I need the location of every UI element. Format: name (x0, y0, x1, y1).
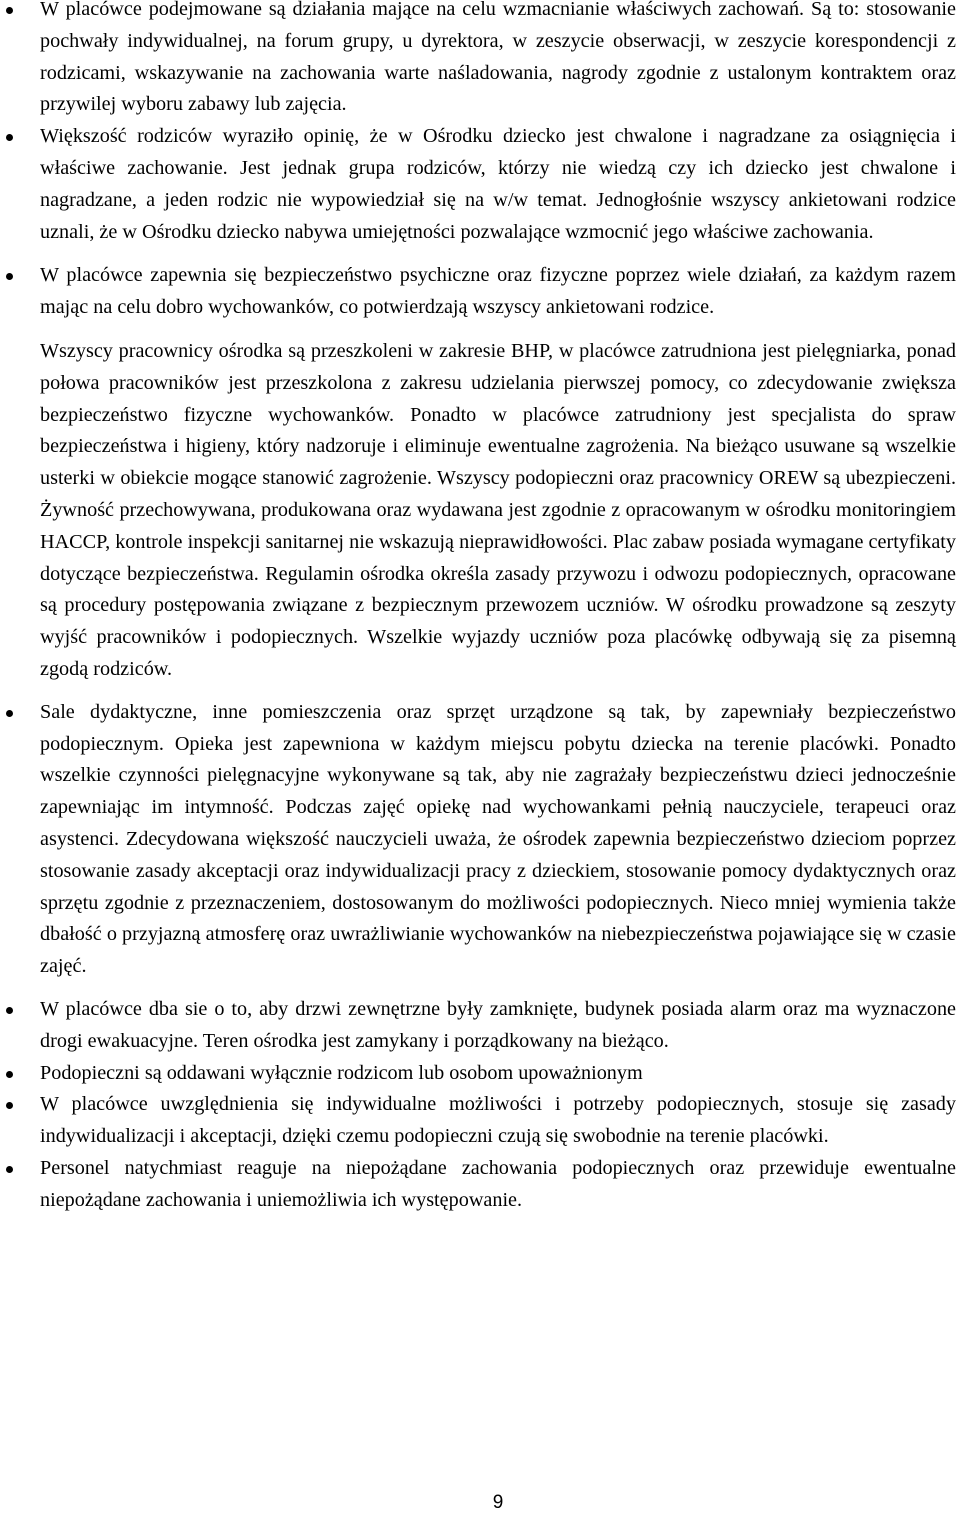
bullet-paragraph: Podopieczni są oddawani wyłącznie rodzicom lub osobom upoważnionym (40, 1058, 956, 1090)
bullet-paragraph: W placówce zapewnia się bezpieczeństwo psychiczne oraz fizyczne poprzez wiele działań, za każdym razem mając na celu dobro wychowanków, co potwierdzają wszyscy ankietowani rodzice. (40, 260, 956, 324)
bullet-paragraph: Personel natychmiast reaguje na niepożądane zachowania podopiecznych oraz przewiduje ewentualne niepożądane zachowania i uniemożliwia ich występowanie. (40, 1153, 956, 1217)
bullet-paragraph: W placówce uwzględnienia się indywidualne możliwości i potrzeby podopiecznych, stosuje się zasady indywidualizacji i akceptacji, dzięki czemu podopieczni czują się swobodnie na terenie placówki. (40, 1089, 956, 1153)
bullet-paragraph: Sale dydaktyczne, inne pomieszczenia oraz sprzęt urządzone są tak, by zapewniały bezpieczeństwo podopiecznym. Opieka jest zapewniona w każdym miejscu pobytu dziecka na terenie placówki. Ponadto wszelkie czynności pielęgnacyjne wykonywane są tak, aby nie zagrażały bezpieczeństwu dzieci jednocześnie zapewniając im intymność. Podczas zajęć opiekę nad wychowankami pełnią nauczyciele, terapeuci oraz asystenci. Zdecydowana większość nauczycieli uważa, że ośrodek zapewnia bezpieczeństwo dzieciom poprzez stosowanie zasady akceptacji oraz indywidualizacji pracy z dzieckiem, stosowanie pomocy dydaktycznych oraz sprzętu zgodnie z przeznaczeniem, dostosowanym do możliwości podopiecznych. Nieco mniej wymienia także dbałość o przyjazną atmosferę oraz uwrażliwianie wychowanków na niebezpieczeństwa pojawiające się w czasie zajęć. (40, 697, 956, 983)
page-number: 9 (492, 1492, 504, 1513)
body-paragraph: Wszyscy pracownicy ośrodka są przeszkoleni w zakresie BHP, w placówce zatrudniona jest pielęgniarka, ponad połowa pracowników jest przeszkolona z zakresu udzielania pierwszej pomocy, co zdecydowanie zwiększa bezpieczeństwo fizyczne wychowanków. Ponadto w placówce zatrudniony jest specjalista do spraw bezpieczeństwa i higieny, który nadzoruje i eliminuje ewentualne zagrożenia. Na bieżąco usuwane są wszelkie usterki w obiekcie mogące stanowić zagrożenie. Wszyscy podopieczni oraz pracownicy OREW są ubezpieczeni. Żywność przechowywana, produkowana oraz wydawana jest zgodnie z opracowanym w ośrodku monitoringiem HACCP, kontrole inspekcji sanitarnej nie wskazują nieprawidłowości. Plac zabaw posiada wymagane certyfikaty dotyczące bezpieczeństwa. Regulamin ośrodka określa zasady przywozu i odwozu podopiecznych, opracowane są procedury postępowania związane z bezpiecznym przewozem uczniów. W ośrodku prowadzone są zeszyty wyjść pracowników i podopiecznych. Wszelkie wyjazdy uczniów poza placówkę odbywają się za pisemną zgodą rodziców. (40, 339, 956, 680)
bullet-paragraph: W placówce dba sie o to, aby drzwi zewnętrzne były zamknięte, budynek posiada alarm oraz ma wyznaczone drogi ewakuacyjne. Teren ośrodka jest zamykany i porządkowany na bieżąco. (40, 994, 956, 1058)
bullet-paragraph: Większość rodziców wyraziło opinię, że w Ośrodku dziecko jest chwalone i nagradzane za osiągnięcia i właściwe zachowanie. Jest jednak grupa rodziców, którzy nie wiedzą czy ich dziecko jest chwalone i nagradzane, a jeden rodzic nie wypowiedział się na w/w temat. Jednogłośnie wszyscy ankietowani rodzice uznali, że w Ośrodku dziecko nabywa umiejętności pozwalające wzmocnić jego właściwe zachowania. (40, 121, 956, 248)
bullet-paragraph: W placówce podejmowane są działania mające na celu wzmacnianie właściwych zachowań. Są to: stosowanie pochwały indywidualnej, na forum grupy, u dyrektora, w zeszycie obserwacji, w zeszycie korespondencji z rodzicami, wskazywanie na zachowania warte naśladowania, nagrody zgodnie z ustalonym kontraktem oraz przywilej wyboru zabawy lub zajęcia. (40, 0, 956, 121)
document-content (40, 0, 956, 1513)
